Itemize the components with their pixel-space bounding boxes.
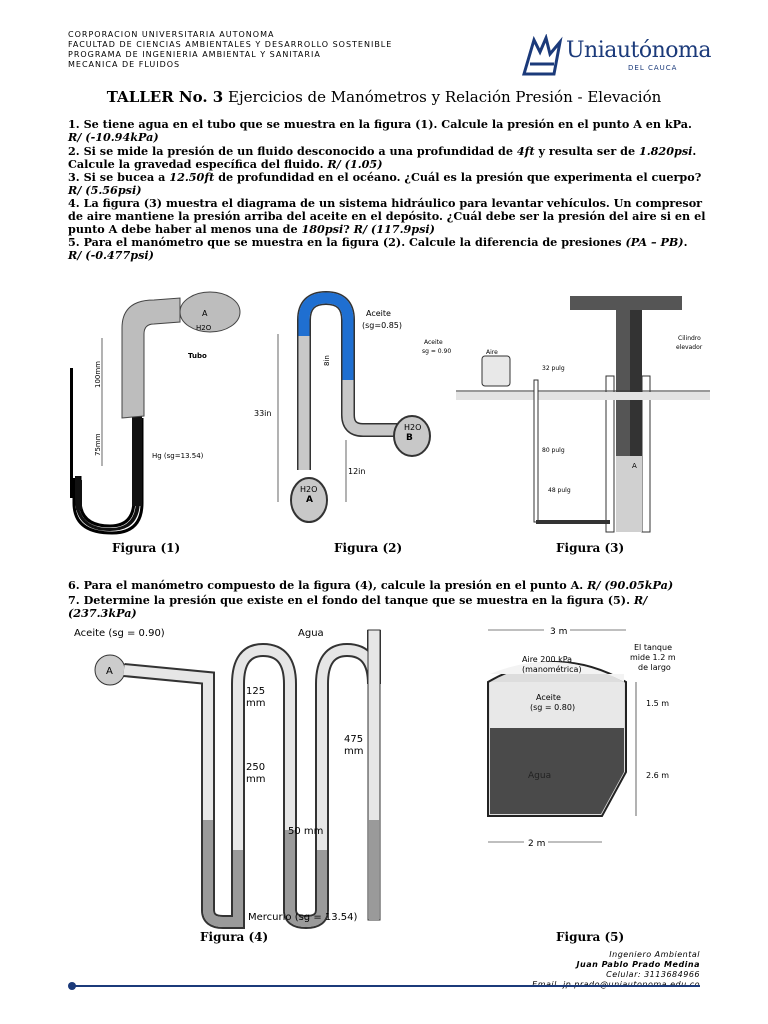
q2-pressure: 1.820psi: [638, 144, 693, 158]
title-bold: TALLER No. 3: [106, 88, 224, 106]
f5-dim-3m: 3 m: [550, 627, 568, 637]
q1-text: 1. Se tiene agua en el tubo que se muestra en la figura (1). Calcule la presión en el punto A en kPa.: [68, 117, 692, 131]
figure-4-caption: Figura (4): [200, 930, 269, 944]
q4-text-c: ?: [343, 222, 354, 236]
f5-label-aire: Aire 200 kPa: [522, 655, 573, 664]
question-6: [68, 579, 708, 592]
f4-label-aceite: Aceite (sg = 0.90): [74, 628, 165, 639]
f1-dim-100: 100mm: [94, 361, 102, 388]
f2-label-aceite: Aceite: [366, 309, 391, 318]
f4-dim-250-unit: mm: [246, 774, 266, 785]
figure-2-diagram: [248, 290, 438, 535]
q4-text-a: 4. La figura (3) muestra el diagrama de un sistema hidráulico para levantar vehículos. Un compresor de aire mantiene la presión arriba del aceite en el depósito. ¿Cuál debe ser la presión del aire si en el punto A debe haber al menos una de: [68, 196, 706, 236]
figure-2-caption: Figura (2): [334, 541, 403, 555]
q5-diff: (PA – PB): [625, 235, 684, 249]
figure-1-diagram: [62, 288, 252, 538]
question-1: [68, 118, 708, 144]
f4-dim-250: 250: [246, 762, 266, 773]
f3-label-aceite: Aceite: [424, 339, 443, 346]
question-7: [68, 594, 708, 620]
f2-label-b: B: [406, 433, 413, 443]
header-line-1: CORPORACION UNIVERSITARIA AUTONOMA: [68, 30, 275, 39]
f3-label-sg: sg = 0.90: [422, 348, 452, 355]
header-line-2: FACULTAD DE CIENCIAS AMBIENTALES Y DESARROLLO SOSTENIBLE: [68, 40, 393, 49]
f3-label-a: A: [632, 462, 637, 470]
f5-label-sg: (sg = 0.80): [530, 703, 576, 712]
f2-dim-33: 33in: [254, 409, 272, 418]
f5-label-aceite: Aceite: [536, 693, 561, 702]
f3-label-elevador: elevador: [676, 344, 703, 351]
footer-name: Juan Pablo Prado Medina: [576, 960, 700, 969]
f1-label-tubo: Tubo: [188, 352, 207, 360]
header-line-4: MECANICA DE FLUIDOS: [68, 60, 181, 69]
q2-answer: R/ (1.05): [327, 157, 383, 171]
f5-label-manometrica: (manométrica): [522, 665, 582, 674]
q3-depth: 12.50ft: [169, 170, 215, 184]
figure-4-diagram: [68, 620, 398, 932]
logo-subtitle: DEL CAUCA: [628, 64, 678, 72]
footer-bullet: [68, 982, 76, 990]
university-logo: [520, 34, 712, 84]
f2-dim-8: 8in: [323, 355, 331, 366]
f1-label-hg: Hg (sg=13.54): [152, 452, 204, 460]
f3-dim-32: 32 pulg: [542, 365, 565, 372]
q4-pressure: 180psi: [301, 222, 344, 236]
f3-label-aire: Aire: [486, 349, 498, 356]
f5-label-agua: Agua: [528, 771, 552, 781]
f4-label-mercurio: Mercurio (sg = 13.54): [248, 912, 358, 923]
f4-dim-125: 125: [246, 686, 266, 697]
f5-label-tanque-3: de largo: [638, 663, 671, 672]
f3-dim-80: 80 pulg: [542, 447, 565, 454]
institution-header: [68, 30, 392, 70]
q5-answer: R/ (-0.477psi): [68, 248, 154, 262]
f2-label-h2o-a: H2O: [300, 485, 318, 494]
question-5: [68, 236, 708, 262]
f2-label-a: A: [306, 495, 313, 505]
f4-dim-475: 475: [344, 734, 364, 745]
f4-dim-125-unit: mm: [246, 698, 266, 709]
f1-label-h2o: H2O: [196, 324, 212, 332]
page-title: [0, 88, 768, 106]
f5-dim-2m: 2 m: [528, 839, 546, 849]
griffin-logo-icon: [520, 34, 564, 80]
f5-dim-1-5: 1.5 m: [646, 699, 670, 708]
f5-dim-2-6: 2.6 m: [646, 771, 670, 780]
f5-label-tanque-1: El tanque: [634, 643, 672, 652]
q1-answer: R/ (-10.94kPa): [68, 130, 159, 144]
q3-text-a: 3. Si se bucea a: [68, 170, 170, 184]
question-3: [68, 171, 708, 197]
q5-text-c: .: [683, 235, 688, 249]
figure-3-diagram: [420, 296, 710, 536]
f1-label-a: A: [202, 309, 208, 318]
f2-dim-12: 12in: [348, 467, 366, 476]
q5-text-a: 5. Para el manómetro que se muestra en la figura (2). Calcule la diferencia de presiones: [68, 235, 626, 249]
q2-depth: 4ft: [516, 144, 535, 158]
q6-text: 6. Para el manómetro compuesto de la figura (4), calcule la presión en el punto A.: [68, 578, 588, 592]
f5-label-tanque-2: mide 1.2 m: [630, 653, 676, 662]
figure-5-caption: Figura (5): [556, 930, 625, 944]
q2-text-e: . Calcule la gravedad específica del fluido.: [68, 144, 697, 171]
header-line-3: PROGRAMA DE INGENIERIA AMBIENTAL Y SANITARIA: [68, 50, 321, 59]
figure-5-diagram: [470, 622, 710, 858]
footer-role: Ingeniero Ambiental: [609, 950, 700, 959]
f1-dim-75: 75mm: [94, 433, 102, 456]
q6-answer: R/ (90.05kPa): [587, 578, 674, 592]
logo-name: Uniautónoma: [566, 38, 712, 63]
q3-answer: R/ (5.56psi): [68, 183, 142, 197]
f4-dim-50: 50 mm: [288, 826, 324, 837]
question-4: [68, 197, 708, 236]
footer-divider: [72, 985, 700, 987]
q4-answer: R/ (117.9psi): [353, 222, 435, 236]
figure-1-caption: Figura (1): [112, 541, 181, 555]
figure-3-caption: Figura (3): [556, 541, 625, 555]
q7-text: 7. Determine la presión que existe en el fondo del tanque que se muestra en la figura (5).: [68, 593, 634, 607]
q3-text-c: de profundidad en el océano. ¿Cuál es la presión que experimenta el cuerpo?: [214, 170, 702, 184]
f3-dim-48: 48 pulg: [548, 487, 571, 494]
f3-label-cilindro: Cilindro: [678, 335, 701, 342]
q7-answer: R/ (237.3kPa): [68, 593, 648, 620]
footer-phone: Celular: 3113684966: [606, 970, 700, 979]
title-rest: Ejercicios de Manómetros y Relación Presión - Elevación: [223, 88, 662, 106]
q2-text-c: y resulta ser de: [534, 144, 639, 158]
q2-text-a: 2. Si se mide la presión de un fluido desconocido a una profundidad de: [68, 144, 517, 158]
question-2: [68, 145, 708, 171]
f4-dim-475-unit: mm: [344, 746, 364, 757]
f4-label-agua: Agua: [298, 628, 324, 639]
f2-label-sg: (sg=0.85): [362, 321, 403, 330]
f4-label-a: A: [106, 666, 113, 677]
f2-label-h2o-b: H2O: [404, 423, 422, 432]
